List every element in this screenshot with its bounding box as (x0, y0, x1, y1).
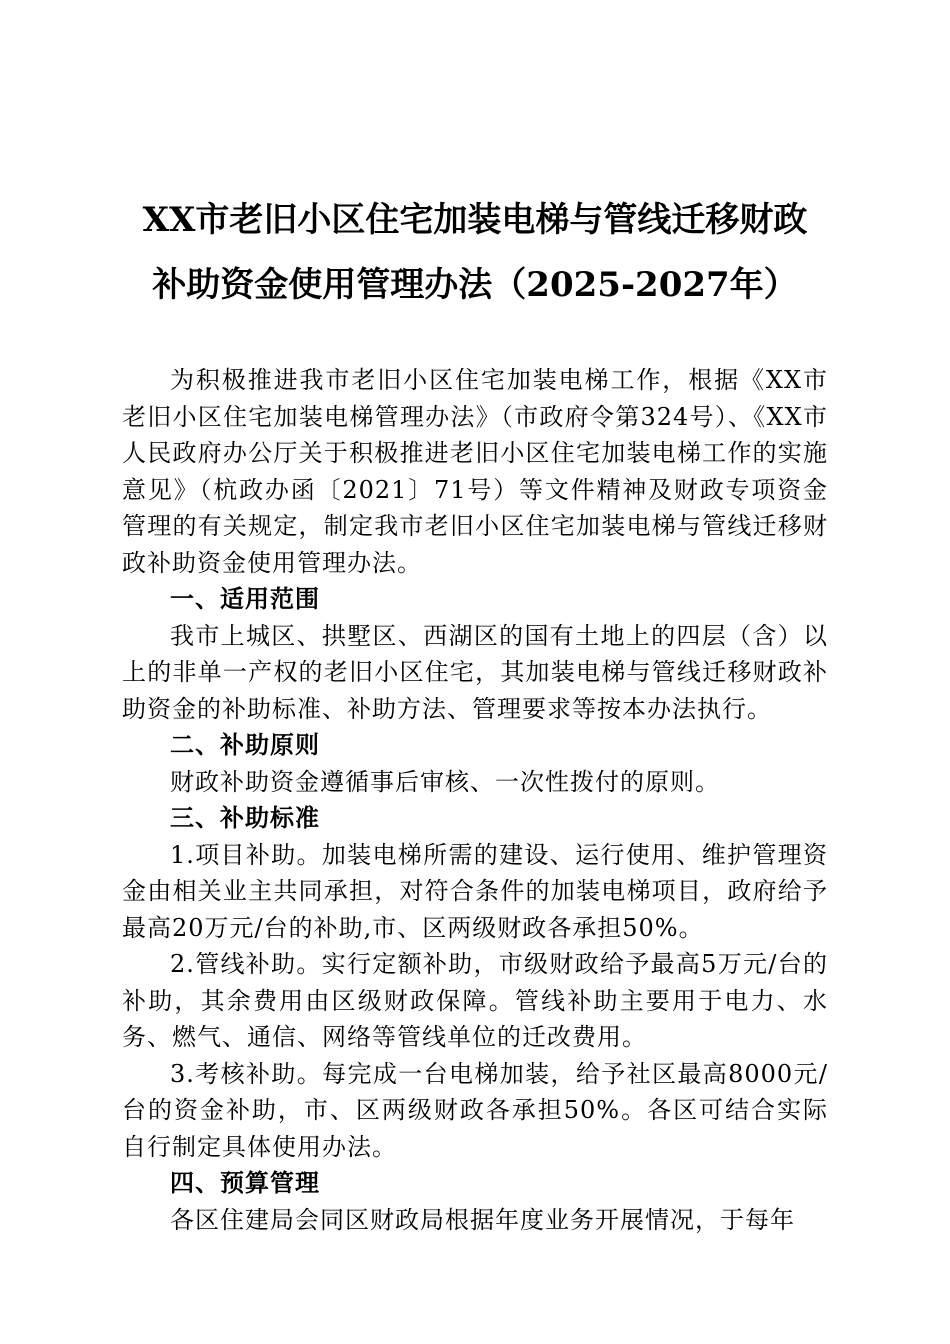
standard-item-3: 3.考核补助。每完成一台电梯加装，给予社区最高8000元/台的资金补助，市、区两级财政各承担50%。各区可结合实际自行制定具体使用办法。 (122, 1059, 828, 1161)
standard-item-2: 2.管线补助。实行定额补助，市级财政给予最高5万元/台的补助，其余费用由区级财政保障。管线补助主要用于电力、水务、燃气、通信、网络等管线单位的迁改费用。 (122, 950, 828, 1051)
document-body (122, 362, 828, 1238)
intro-paragraph: 为积极推进我市老旧小区住宅加装电梯工作，根据《XX市老旧小区住宅加装电梯管理办法》（市政府令第324号）、《XX市人民政府办公厅关于积极推进老旧小区住宅加装电梯工作的实施意见》（杭政办函〔2021〕71号）等文件精神及财政专项资金管理的有关规定，制定我市老旧小区住宅加装电梯与管线迁移财政补助资金使用管理办法。 (122, 366, 828, 577)
section-heading-principle: 二、补助原则 (170, 731, 320, 759)
standard-item-1: 1.项目补助。加装电梯所需的建设、运行使用、维护管理资金由相关业主共同承担，对符合条件的加装电梯项目，政府给予最高20万元/台的补助,市、区两级财政各承担50%。 (122, 840, 828, 942)
section-heading-scope: 一、适用范围 (170, 585, 320, 613)
section-heading-standard: 三、补助标准 (170, 804, 320, 832)
document-title-line-2: 补助资金使用管理办法（2025-2027年） (152, 265, 798, 305)
budget-paragraph: 各区住建局会同区财政局根据年度业务开展情况，于每年 (170, 1205, 795, 1234)
section-heading-budget: 四、预算管理 (170, 1169, 320, 1197)
document-title-line-1: XX市老旧小区住宅加装电梯与管线迁移财政 (142, 200, 808, 240)
principle-paragraph: 财政补助资金遵循事后审核、一次性拨付的原则。 (170, 767, 720, 796)
scope-paragraph: 我市上城区、拱墅区、西湖区的国有土地上的四层（含）以上的非单一产权的老旧小区住宅，其加装电梯与管线迁移财政补助资金的补助标准、补助方法、管理要求等按本办法执行。 (122, 621, 828, 723)
